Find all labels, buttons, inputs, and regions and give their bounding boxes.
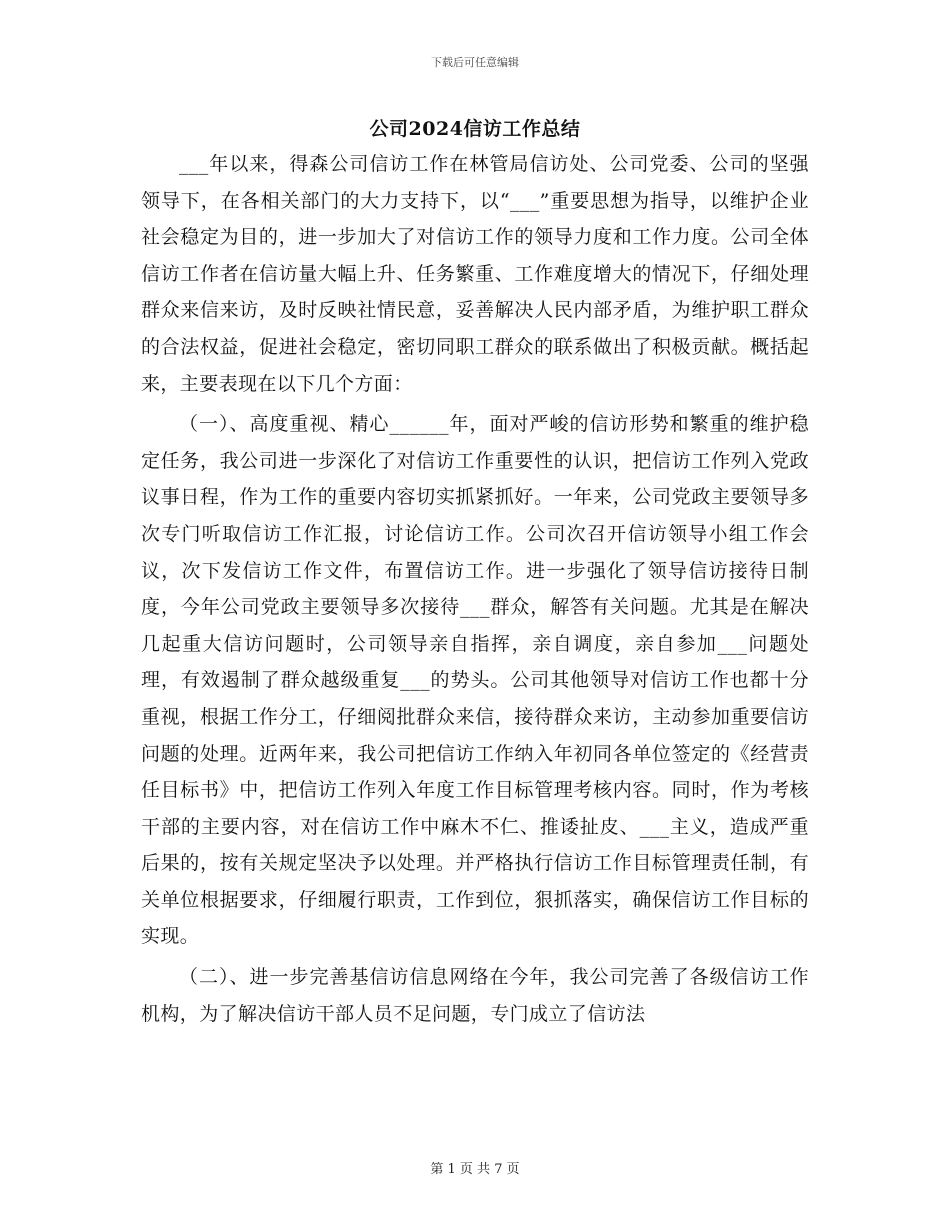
paragraph-intro: ___年以来，得森公司信访工作在林管局信访处、公司党委、公司的坚强领导下，在各相关部门的大力支持下，以“___”重要思想为指导，以维护企业社会稳定为目的，进一步加大了对信访工作的领导力度和工作力度。公司全体信访工作者在信访量大幅上升、任务繁重、工作难度增大的情况下，仔细处理群众来信来访，及时反映社情民意，妥善解决人民内部矛盾，为维护职工群众的合法权益，促进社会稳定，密切同职工群众的联系做出了积极贡献。概括起来，主要表现在以下几个方面：: [141, 153, 809, 395]
document-body: [141, 146, 809, 1032]
paragraph-section-2: （二）、进一步完善基信访信息网络在今年，我公司完善了各级信访工作机构，为了解决信访干部人员不足问题，专门成立了信访法: [141, 966, 809, 1025]
header-note: 下载后可任意编辑: [431, 56, 519, 69]
paragraph-section-1: （一）、高度重视、精心______年，面对严峻的信访形势和繁重的维护稳定任务，我公司进一步深化了对信访工作重要性的认识，把信访工作列入党政议事日程，作为工作的重要内容切实抓紧抓好。一年来，公司党政主要领导多次专门听取信访工作汇报，讨论信访工作。公司次召开信访领导小组工作会议，次下发信访工作文件，布置信访工作。进一步强化了领导信访接待日制度，今年公司党政主要领导多次接待___群众，解答有关问题。尤其是在解决几起重大信访问题时，公司领导亲自指挥，亲自调度，亲自参加___问题处理，有效遏制了群众越级重复___的势头。公司其他领导对信访工作也都十分重视，根据工作分工，仔细阅批群众来信，接待群众来访，主动参加重要信访问题的处理。近两年来，我公司把信访工作纳入年初同各单位签定的《经营责任目标书》中，把信访工作列入年度工作目标管理考核内容。同时，作为考核干部的主要内容，对在信访工作中麻木不仁、推诿扯皮、___主义，造成严重后果的，按有关规定坚决予以处理。并严格执行信访工作目标管理责任制，有关单位根据要求，仔细履行职责，工作到位，狠抓落实，确保信访工作目标的实现。: [141, 413, 809, 948]
page-number: 第 1 页 共 7 页: [430, 1162, 520, 1177]
document-title: 公司2024信访工作总结: [369, 118, 581, 140]
